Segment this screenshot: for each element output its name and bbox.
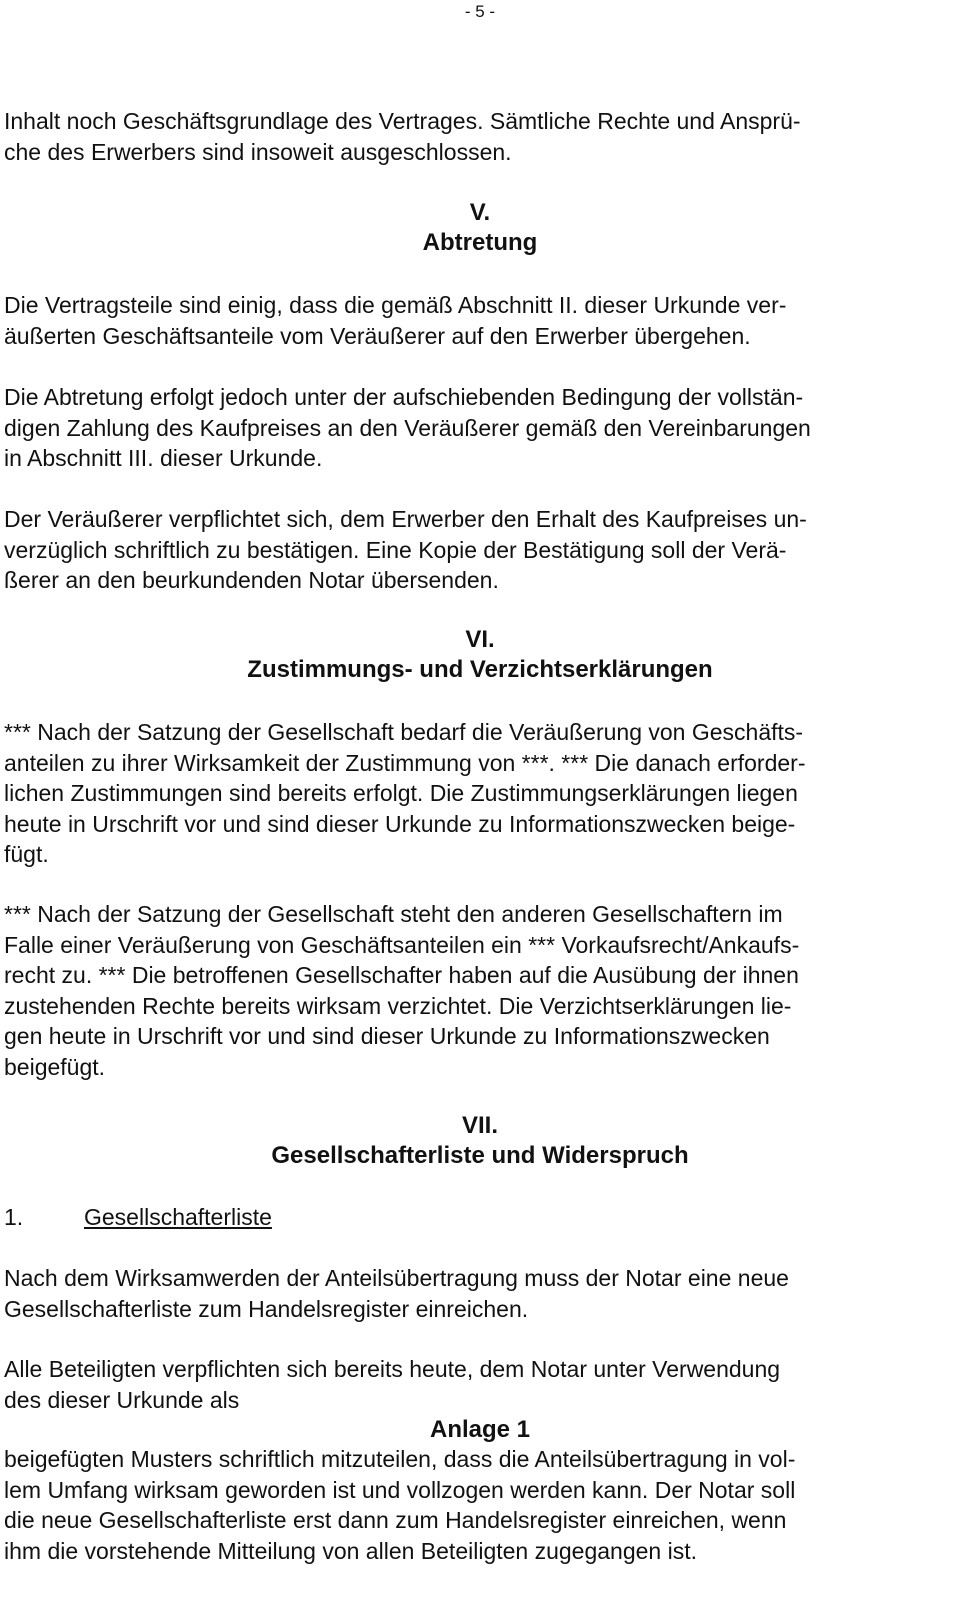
annex-label: Anlage 1: [429, 1416, 531, 1443]
paragraph-confirmation: [4, 504, 944, 596]
paragraph-line: verzüglich schriftlich zu bestätigen. Eine Kopie der Bestätigung soll der Verä-: [4, 536, 787, 563]
paragraph-line: digen Zahlung des Kaufpreises an den Veräußerer gemäß den Vereinbarungen: [4, 414, 811, 441]
paragraph-line: Nach dem Wirksamwerden der Anteilsübertragung muss der Notar eine neue: [4, 1265, 789, 1291]
paragraph-line: ihm die vorstehende Mitteilung von allen Beteiligten zugegangen ist.: [4, 1537, 697, 1564]
paragraph-line: des dieser Urkunde als: [4, 1386, 240, 1413]
paragraph-condition: [4, 382, 944, 474]
paragraph-line: Gesellschafterliste zum Handelsregister einreichen.: [4, 1295, 529, 1322]
paragraph-line: Inhalt noch Geschäftsgrundlage des Vertrages. Sämtliche Rechte und Ansprü-: [4, 108, 801, 134]
paragraph-line: che des Erwerbers sind insoweit ausgeschlossen.: [4, 138, 512, 165]
paragraph-line: beigefügt.: [4, 1053, 106, 1080]
paragraph-line: fügt.: [4, 841, 49, 868]
paragraph-line: lem Umfang wirksam geworden ist und vollzogen werden kann. Der Notar soll: [4, 1476, 796, 1503]
paragraph-line: Falle einer Veräußerung von Geschäftsanteilen ein *** Vorkaufsrecht/Ankaufs-: [4, 931, 800, 958]
paragraph-line: recht zu. *** Die betroffenen Gesellschafter haben auf die Ausübung der ihnen: [4, 962, 799, 989]
paragraph-transfer-agreement: [4, 290, 944, 351]
paragraph-line: Der Veräußerer verpflichtet sich, dem Erwerber den Erhalt des Kaufpreises un-: [4, 506, 807, 532]
paragraph-line: in Abschnitt III. dieser Urkunde.: [4, 445, 323, 472]
paragraph-line: lichen Zustimmungen sind bereits erfolgt. Die Zustimmungserklärungen liegen: [4, 780, 798, 807]
paragraph-obligation: [4, 1354, 944, 1415]
subsection-heading: [4, 1202, 272, 1232]
paragraph-line: zustehenden Rechte bereits wirksam verzichtet. Die Verzichtserklärungen lie-: [4, 992, 792, 1019]
paragraph-notification: [4, 1444, 944, 1566]
section-v-title: Abtretung: [422, 229, 538, 256]
paragraph-line: Die Abtretung erfolgt jedoch unter der aufschiebenden Bedingung der vollstän-: [4, 384, 804, 410]
paragraph-consent: [4, 717, 944, 870]
section-vi-number: VI.: [465, 626, 495, 653]
subsection-number: 1.: [4, 1204, 24, 1230]
paragraph-line: äußerten Geschäftsanteile vom Veräußerer auf den Erwerber übergehen.: [4, 322, 751, 349]
paragraph-line: *** Nach der Satzung der Gesellschaft bedarf die Veräußerung von Geschäfts-: [4, 719, 804, 745]
section-vii-number: VII.: [461, 1112, 498, 1139]
section-v-number: V.: [469, 199, 491, 226]
paragraph-contract-basis: [4, 106, 944, 167]
paragraph-shareholder-list: [4, 1263, 944, 1324]
paragraph-line: Alle Beteiligten verpflichten sich bereits heute, dem Notar unter Verwendung: [4, 1356, 781, 1382]
paragraph-waiver: [4, 899, 944, 1083]
paragraph-line: anteilen zu ihrer Wirksamkeit der Zustimmung von ***. *** Die danach erforder-: [4, 749, 806, 776]
paragraph-line: die neue Gesellschafterliste erst dann zum Handelsregister einreichen, wenn: [4, 1507, 787, 1534]
paragraph-line: *** Nach der Satzung der Gesellschaft steht den anderen Gesellschaftern im: [4, 901, 783, 927]
subsection-title: Gesellschafterliste: [84, 1204, 272, 1230]
page-number: - 5 -: [464, 2, 496, 21]
section-vii-title: Gesellschafterliste und Widerspruch: [271, 1142, 689, 1169]
paragraph-line: gen heute in Urschrift vor und sind dieser Urkunde zu Informationszwecken: [4, 1023, 770, 1050]
paragraph-line: beigefügten Musters schriftlich mitzuteilen, dass die Anteilsübertragung in vol-: [4, 1446, 796, 1472]
paragraph-line: heute in Urschrift vor und sind dieser Urkunde zu Informationszwecken beige-: [4, 810, 796, 837]
paragraph-line: ßerer an den beurkundenden Notar übersenden.: [4, 567, 499, 594]
paragraph-line: Die Vertragsteile sind einig, dass die gemäß Abschnitt II. dieser Urkunde ver-: [4, 292, 787, 318]
section-vi-title: Zustimmungs- und Verzichtserklärungen: [247, 656, 713, 683]
